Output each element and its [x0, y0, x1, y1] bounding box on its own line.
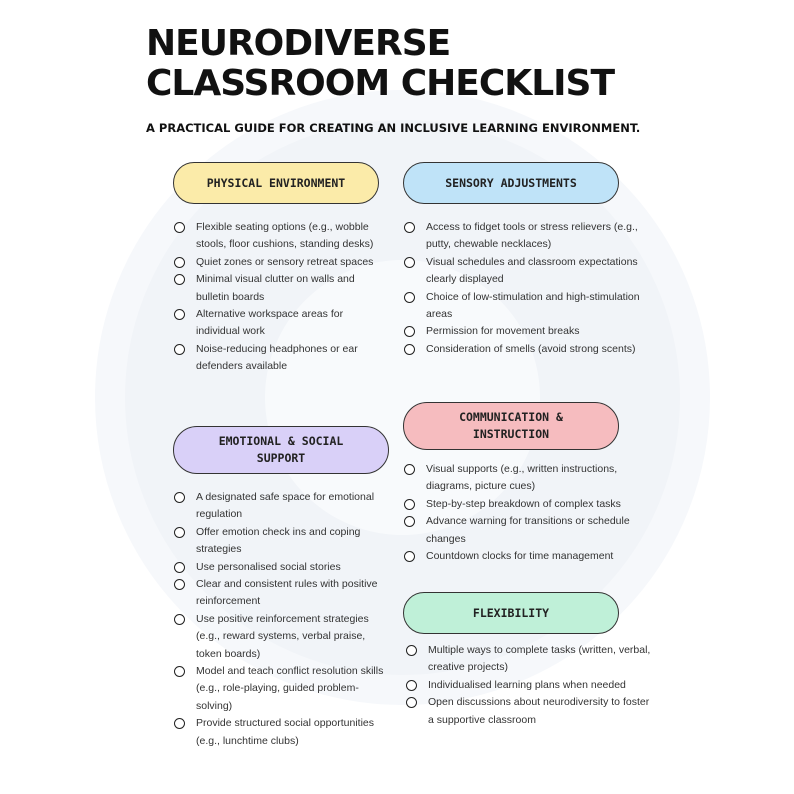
checkbox-circle-icon[interactable]	[406, 645, 417, 656]
communication-instruction-heading-label: COMMUNICATION & INSTRUCTION	[459, 410, 563, 441]
checkbox-circle-icon[interactable]	[404, 499, 415, 510]
checkbox-circle-icon[interactable]	[404, 344, 415, 355]
checklist-item	[404, 341, 644, 358]
emotional-social-support-list	[174, 489, 389, 750]
emotional-social-support-heading-label: EMOTIONAL & SOCIAL SUPPORT	[218, 434, 344, 465]
checklist-item-text: Use positive reinforcement strategies (e.g., reward systems, verbal praise, token boards)	[196, 612, 369, 660]
checkbox-circle-icon[interactable]	[404, 326, 415, 337]
checklist-item-text: Offer emotion check ins and coping strategies	[196, 525, 361, 556]
checklist-item	[404, 496, 649, 513]
checklist-item	[406, 677, 651, 694]
checklist-item	[174, 306, 374, 341]
checklist-item	[174, 611, 389, 663]
communication-instruction-heading	[403, 402, 619, 450]
checkbox-circle-icon[interactable]	[406, 680, 417, 691]
checklist-item-text: Multiple ways to complete tasks (written, verbal, creative projects)	[428, 644, 651, 674]
checklist-item-text: Access to fidget tools or stress relievers (e.g., putty, chewable necklaces)	[426, 221, 638, 251]
checkbox-circle-icon[interactable]	[404, 551, 415, 562]
flexibility-list	[406, 642, 651, 729]
communication-instruction-list	[404, 461, 649, 565]
checklist-item	[174, 663, 389, 715]
checklist-item	[174, 271, 374, 306]
checkbox-circle-icon[interactable]	[404, 222, 415, 233]
checkbox-circle-icon[interactable]	[174, 309, 185, 320]
checklist-item-text: Visual schedules and classroom expectations clearly displayed	[426, 255, 638, 286]
page-title	[146, 24, 614, 104]
checklist-item	[404, 513, 649, 548]
checklist-item	[174, 559, 389, 576]
checkbox-circle-icon[interactable]	[174, 562, 185, 573]
checklist-item	[174, 341, 374, 376]
checklist-item-text: Use personalised social stories	[196, 560, 341, 573]
page-subtitle: A PRACTICAL GUIDE FOR CREATING AN INCLUSIVE LEARNING ENVIRONMENT.	[146, 121, 641, 135]
physical-environment-heading	[173, 162, 379, 204]
checklist-item-text: Provide structured social opportunities (e.g., lunchtime clubs)	[196, 717, 375, 747]
checkbox-circle-icon[interactable]	[174, 344, 185, 355]
checkbox-circle-icon[interactable]	[404, 292, 415, 303]
title-line-2: CLASSROOM CHECKLIST	[146, 63, 615, 104]
checklist-item-text: Permission for movement breaks	[426, 325, 580, 338]
checklist-item	[174, 219, 374, 254]
checklist-item	[406, 642, 651, 677]
checklist-item-text: A designated safe space for emotional regulation	[196, 491, 375, 521]
checklist-item	[404, 323, 644, 340]
checklist-item-text: Model and teach conflict resolution skills (e.g., role-playing, guided problem-solving)	[196, 665, 384, 712]
checklist-item	[174, 715, 389, 750]
checklist-item	[404, 219, 644, 254]
checklist-item-text: Individualised learning plans when needed	[428, 678, 626, 691]
checklist-item	[406, 694, 651, 729]
checklist-item-text: Minimal visual clutter on walls and bulletin boards	[196, 273, 355, 303]
checklist-item-text: Choice of low-stimulation and high-stimulation areas	[426, 290, 640, 321]
sensory-adjustments-heading-label: SENSORY ADJUSTMENTS	[445, 175, 577, 190]
checklist-item	[404, 254, 644, 289]
checklist-item-text: Step-by-step breakdown of complex tasks	[426, 497, 621, 510]
checkbox-circle-icon[interactable]	[404, 464, 415, 475]
sensory-adjustments-heading	[403, 162, 619, 204]
physical-environment-list	[174, 219, 374, 376]
emotional-social-support-heading	[173, 426, 389, 474]
flexibility-heading-label: FLEXIBILITY	[472, 605, 550, 620]
checkbox-circle-icon[interactable]	[174, 492, 185, 503]
checkbox-circle-icon[interactable]	[174, 274, 185, 285]
checkbox-circle-icon[interactable]	[174, 718, 185, 729]
checklist-item-text: Quiet zones or sensory retreat spaces	[196, 255, 374, 268]
physical-environment-heading-label: PHYSICAL ENVIRONMENT	[206, 175, 346, 190]
checklist-item	[174, 524, 389, 559]
checklist-item-text: Open discussions about neurodiversity to foster a supportive classroom	[428, 696, 650, 726]
sensory-adjustments-list	[404, 219, 644, 358]
title-line-1: NEURODIVERSE	[146, 23, 451, 64]
checklist-item	[174, 254, 374, 271]
checklist-item	[174, 576, 389, 611]
checklist-item	[404, 461, 649, 496]
checkbox-circle-icon[interactable]	[174, 222, 185, 233]
checklist-item-text: Consideration of smells (avoid strong scents)	[426, 342, 636, 355]
checklist-item-text: Flexible seating options (e.g., wobble stools, floor cushions, standing desks)	[196, 221, 374, 251]
checkbox-circle-icon[interactable]	[174, 666, 185, 677]
checkbox-circle-icon[interactable]	[406, 697, 417, 708]
checkbox-circle-icon[interactable]	[174, 527, 185, 538]
checkbox-circle-icon[interactable]	[174, 614, 185, 625]
checklist-item-text: Noise-reducing headphones or ear defenders available	[196, 342, 358, 373]
checklist-item-text: Alternative workspace areas for individual work	[196, 308, 344, 338]
checklist-item-text: Advance warning for transitions or schedule changes	[426, 515, 630, 545]
checkbox-circle-icon[interactable]	[174, 257, 185, 268]
checklist-item	[174, 489, 389, 524]
checkbox-circle-icon[interactable]	[174, 579, 185, 590]
checklist-item-text: Clear and consistent rules with positive reinforcement	[196, 578, 378, 608]
checkbox-circle-icon[interactable]	[404, 257, 415, 268]
checklist-item-text: Countdown clocks for time management	[426, 550, 614, 563]
checklist-item-text: Visual supports (e.g., written instructions, diagrams, picture cues)	[426, 463, 618, 493]
checklist-item	[404, 289, 644, 324]
checkbox-circle-icon[interactable]	[404, 516, 415, 527]
checklist-item	[404, 548, 649, 565]
flexibility-heading	[403, 592, 619, 634]
